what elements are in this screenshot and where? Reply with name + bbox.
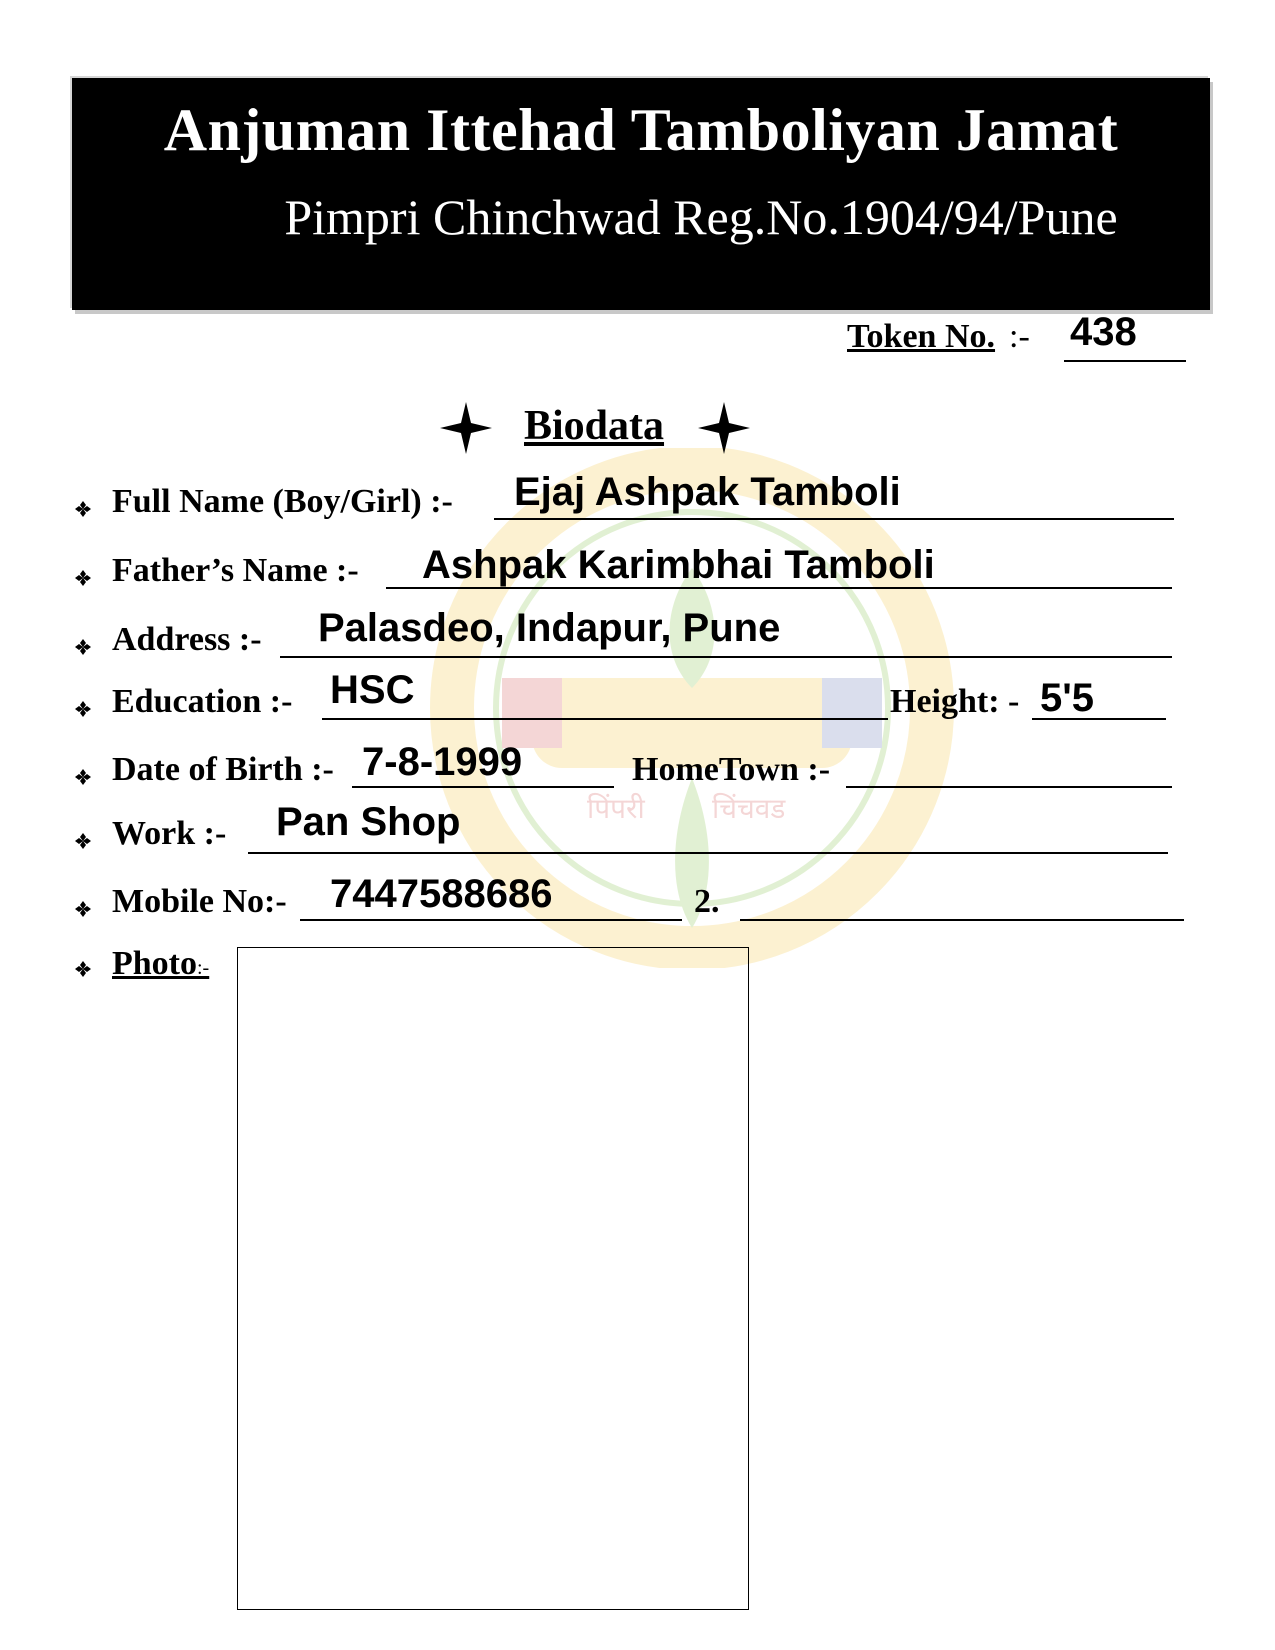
diamond-bullet-icon <box>74 700 92 718</box>
address-value: Palasdeo, Indapur, Pune <box>318 606 781 650</box>
token-label: Token No. <box>847 318 996 355</box>
mobile-label: Mobile No:- <box>112 883 287 920</box>
photo-box <box>237 947 749 1610</box>
address-label: Address :- <box>112 621 262 658</box>
diamond-bullet-icon <box>74 900 92 918</box>
education-label: Education :- <box>112 683 293 720</box>
organization-name: Anjuman Ittehad Tamboliyan Jamat <box>163 97 1119 163</box>
mobile-value: 7447588686 <box>330 872 553 916</box>
organization-registration: Pimpri Chinchwad Reg.No.1904/94/Pune <box>284 189 1118 245</box>
dob-line <box>352 786 614 788</box>
diamond-bullet-icon <box>74 500 92 518</box>
diamond-bullet-icon <box>74 832 92 850</box>
token-underline <box>1064 360 1186 362</box>
education-value: HSC <box>330 668 415 712</box>
four-point-star-icon <box>436 398 496 458</box>
work-value: Pan Shop <box>276 800 461 844</box>
header-banner <box>72 78 1210 310</box>
full-name-value: Ejaj Ashpak Tamboli <box>514 470 901 514</box>
dob-value: 7-8-1999 <box>362 740 523 784</box>
mobile-line <box>300 919 682 921</box>
diamond-bullet-icon <box>74 960 92 978</box>
mobile2-label: 2. <box>694 883 720 920</box>
watermark-text-right: चिंचवड <box>712 792 786 825</box>
father-name-label: Father’s Name :- <box>112 552 359 589</box>
photo-label-text: Photo <box>112 945 197 982</box>
address-line <box>280 656 1172 658</box>
mobile2-line <box>740 919 1184 921</box>
diamond-bullet-icon <box>74 638 92 656</box>
diamond-bullet-icon <box>74 768 92 786</box>
work-label: Work :- <box>112 815 227 852</box>
work-line <box>248 852 1168 854</box>
full-name-label: Full Name (Boy/Girl) :- <box>112 483 453 520</box>
four-point-star-icon <box>694 398 754 458</box>
photo-label-separator: :- <box>197 957 210 979</box>
height-label: Height: - <box>890 683 1020 720</box>
height-value: 5'5 <box>1040 676 1095 720</box>
biodata-title: Biodata <box>524 403 665 449</box>
education-line <box>322 718 888 720</box>
diamond-bullet-icon <box>74 569 92 587</box>
hometown-line <box>846 786 1172 788</box>
token-value: 438 <box>1070 310 1137 354</box>
token-number <box>847 318 1030 356</box>
full-name-line <box>494 518 1174 520</box>
watermark-text-left: पिंपरी <box>587 792 645 825</box>
token-separator: :- <box>1009 318 1030 355</box>
photo-label <box>112 945 209 983</box>
father-name-value: Ashpak Karimbhai Tamboli <box>422 543 935 587</box>
hometown-label: HomeTown :- <box>632 751 831 788</box>
dob-label: Date of Birth :- <box>112 751 334 788</box>
